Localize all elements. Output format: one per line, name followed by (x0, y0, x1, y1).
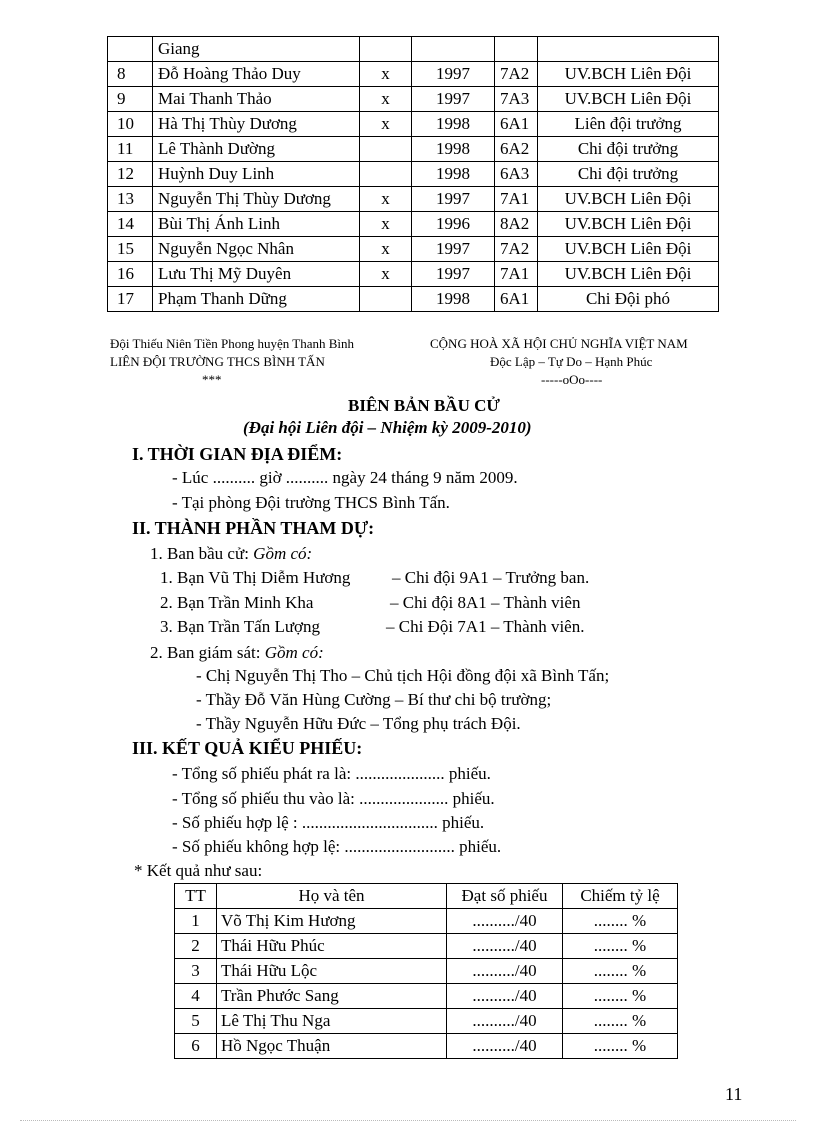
cell-name: Bùi Thị Ánh Linh (153, 212, 360, 237)
cell-name: Thái Hữu Lộc (217, 959, 447, 984)
cell-name: Trần Phước Sang (217, 984, 447, 1009)
cell-role: Liên đội trưởng (538, 112, 719, 137)
cell-votes: ........../40 (447, 1009, 563, 1034)
cell-cls: 6A1 (495, 287, 538, 312)
cell-tt: 5 (175, 1009, 217, 1034)
cell-cls: 6A3 (495, 162, 538, 187)
cell-role: UV.BCH Liên Đội (538, 237, 719, 262)
col-percent: Chiếm tỷ lệ (563, 884, 678, 909)
cell-pct: ........ % (563, 909, 678, 934)
section-1-time: - Lúc .......... giờ .......... ngày 24 tháng 9 năm 2009. (172, 468, 518, 487)
col-votes: Đạt số phiếu (447, 884, 563, 909)
supervisor-2: - Thầy Đỗ Văn Hùng Cường – Bí thư chi bộ trường; (196, 690, 552, 709)
motto-divider: -----oOo---- (541, 372, 603, 387)
election-board-note: Gồm có: (253, 544, 313, 563)
cell-votes: ........../40 (447, 909, 563, 934)
cell-name: Hồ Ngọc Thuận (217, 1034, 447, 1059)
cell-name: Giang (153, 37, 360, 62)
document-title: BIÊN BẢN BẦU CỬ (348, 396, 500, 415)
cell-cls: 7A1 (495, 187, 538, 212)
cell-role: UV.BCH Liên Đội (538, 262, 719, 287)
result-intro: * Kết quả như sau: (134, 861, 263, 880)
election-board-heading (150, 544, 312, 564)
cell-votes: ........../40 (447, 959, 563, 984)
country-name: CỘNG HOÀ XÃ HỘI CHỦ NGHĨA VIỆT NAM (430, 336, 688, 351)
cell-name: Nguyễn Thị Thùy Dương (153, 187, 360, 212)
section-3-title: III. KẾT QUẢ KIỂU PHIẾU: (132, 738, 363, 758)
cell-no: 8 (108, 62, 153, 87)
cell-no: 11 (108, 137, 153, 162)
cell-name: Huỳnh Duy Linh (153, 162, 360, 187)
cell-no: 10 (108, 112, 153, 137)
table-row (108, 37, 719, 62)
table-row (108, 212, 719, 237)
cell-tt: 2 (175, 934, 217, 959)
cell-mark (360, 287, 412, 312)
page-bottom-rule (20, 1120, 796, 1121)
cell-year: 1997 (412, 237, 495, 262)
election-member-2: 2. Bạn Trần Minh Kha (160, 593, 314, 612)
vote-result-table (174, 883, 678, 1059)
cell-role: UV.BCH Liên Đội (538, 187, 719, 212)
cell-year: 1998 (412, 162, 495, 187)
section-1-title: I. THỜI GIAN ĐỊA ĐIỂM: (132, 444, 343, 464)
cell-year (412, 37, 495, 62)
cell-year: 1997 (412, 187, 495, 212)
table-row (108, 162, 719, 187)
cell-name: Hà Thị Thùy Dương (153, 112, 360, 137)
cell-pct: ........ % (563, 1034, 678, 1059)
cell-name: Lê Thành Dường (153, 137, 360, 162)
cell-mark: x (360, 262, 412, 287)
cell-mark: x (360, 112, 412, 137)
col-name: Họ và tên (217, 884, 447, 909)
cell-role: Chi đội trưởng (538, 137, 719, 162)
table-row (108, 187, 719, 212)
cell-mark (360, 162, 412, 187)
supervisor-1: - Chị Nguyễn Thị Tho – Chủ tịch Hội đồng đội xã Bình Tấn; (196, 666, 610, 685)
cell-cls: 7A2 (495, 62, 538, 87)
cell-year: 1998 (412, 287, 495, 312)
cell-cls: 8A2 (495, 212, 538, 237)
cell-pct: ........ % (563, 934, 678, 959)
section-2-title: II. THÀNH PHẦN THAM DỰ: (132, 518, 375, 538)
cell-mark (360, 37, 412, 62)
supervisory-board-note: Gồm có: (264, 643, 324, 662)
cell-mark: x (360, 62, 412, 87)
table-row (108, 237, 719, 262)
cell-name: Đỗ Hoàng Thảo Duy (153, 62, 360, 87)
cell-cls: 7A1 (495, 262, 538, 287)
table-row (108, 87, 719, 112)
cell-no: 9 (108, 87, 153, 112)
cell-cls (495, 37, 538, 62)
cell-pct: ........ % (563, 984, 678, 1009)
cell-name: Lê Thị Thu Nga (217, 1009, 447, 1034)
cell-no: 12 (108, 162, 153, 187)
cell-mark: x (360, 237, 412, 262)
table-row (175, 984, 678, 1009)
cell-no: 14 (108, 212, 153, 237)
cell-no: 13 (108, 187, 153, 212)
cell-no (108, 37, 153, 62)
cell-name: Nguyễn Ngọc Nhân (153, 237, 360, 262)
cell-tt: 4 (175, 984, 217, 1009)
election-member-3-desc: – Chi Đội 7A1 – Thành viên. (386, 617, 585, 636)
cell-cls: 7A3 (495, 87, 538, 112)
cell-year: 1998 (412, 112, 495, 137)
cell-cls: 7A2 (495, 237, 538, 262)
member-list-table (107, 36, 719, 312)
supervisory-board-heading (150, 643, 324, 663)
cell-year: 1997 (412, 87, 495, 112)
cell-role: Chi đội trưởng (538, 162, 719, 187)
election-member-name: 1. Bạn Vũ Thị Diễm Hương (160, 568, 351, 587)
election-board-label: 1. Ban bầu cử: (150, 544, 254, 563)
school-name: LIÊN ĐỘI TRƯỜNG THCS BÌNH TẤN (110, 354, 325, 369)
cell-votes: ........../40 (447, 1034, 563, 1059)
document-subtitle: (Đại hội Liên đội – Nhiệm kỳ 2009-2010) (243, 418, 532, 437)
cell-tt: 3 (175, 959, 217, 984)
table-header-row (175, 884, 678, 909)
col-tt: TT (175, 884, 217, 909)
cell-role (538, 37, 719, 62)
cell-cls: 6A2 (495, 137, 538, 162)
cell-year: 1998 (412, 137, 495, 162)
table-row (175, 909, 678, 934)
cell-name: Mai Thanh Thảo (153, 87, 360, 112)
cell-role: UV.BCH Liên Đội (538, 212, 719, 237)
table-row (108, 287, 719, 312)
table-row (108, 112, 719, 137)
election-member-3: 3. Bạn Trần Tấn Lượng (160, 617, 321, 636)
cell-name: Thái Hữu Phúc (217, 934, 447, 959)
cell-tt: 6 (175, 1034, 217, 1059)
cell-no: 16 (108, 262, 153, 287)
cell-mark: x (360, 212, 412, 237)
cell-year: 1997 (412, 262, 495, 287)
table-row (108, 137, 719, 162)
ballots-collected: - Tổng số phiếu thu vào là: ..................... phiếu. (172, 789, 495, 808)
cell-no: 15 (108, 237, 153, 262)
ballots-valid: - Số phiếu hợp lệ : ................................ phiếu. (172, 813, 485, 832)
election-member-1-desc: – Chi đội 9A1 – Trưởng ban. (392, 568, 590, 587)
cell-role: UV.BCH Liên Đội (538, 62, 719, 87)
cell-role: Chi Đội phó (538, 287, 719, 312)
cell-year: 1997 (412, 62, 495, 87)
cell-role: UV.BCH Liên Đội (538, 87, 719, 112)
section-1-place: - Tại phòng Đội trường THCS Bình Tấn. (172, 493, 450, 512)
supervisory-board-label: 2. Ban giám sát: (150, 643, 265, 662)
table-row (175, 1009, 678, 1034)
cell-mark: x (360, 87, 412, 112)
cell-pct: ........ % (563, 1009, 678, 1034)
table-row (108, 262, 719, 287)
cell-votes: ........../40 (447, 984, 563, 1009)
page-number: 11 (725, 1084, 743, 1104)
cell-mark: x (360, 187, 412, 212)
election-member-1 (160, 568, 350, 588)
cell-cls: 6A1 (495, 112, 538, 137)
ballots-issued: - Tổng số phiếu phát ra là: ..................... phiếu. (172, 764, 491, 783)
org-name: Đội Thiếu Niên Tiền Phong huyện Thanh Bình (110, 336, 354, 351)
table-row (175, 1034, 678, 1059)
supervisor-3: - Thầy Nguyễn Hữu Đức – Tổng phụ trách Đội. (196, 714, 521, 733)
table-row (175, 959, 678, 984)
cell-no: 17 (108, 287, 153, 312)
cell-pct: ........ % (563, 959, 678, 984)
header-stars: *** (202, 372, 222, 387)
cell-name: Võ Thị Kim Hương (217, 909, 447, 934)
ballots-invalid: - Số phiếu không hợp lệ: .......................... phiếu. (172, 837, 502, 856)
table-row (108, 62, 719, 87)
cell-name: Lưu Thị Mỹ Duyên (153, 262, 360, 287)
cell-tt: 1 (175, 909, 217, 934)
table-row (175, 934, 678, 959)
cell-name: Phạm Thanh Dững (153, 287, 360, 312)
motto: Độc Lập – Tự Do – Hạnh Phúc (490, 354, 653, 369)
cell-votes: ........../40 (447, 934, 563, 959)
cell-year: 1996 (412, 212, 495, 237)
cell-mark (360, 137, 412, 162)
election-member-2-desc: – Chi đội 8A1 – Thành viên (390, 593, 581, 612)
